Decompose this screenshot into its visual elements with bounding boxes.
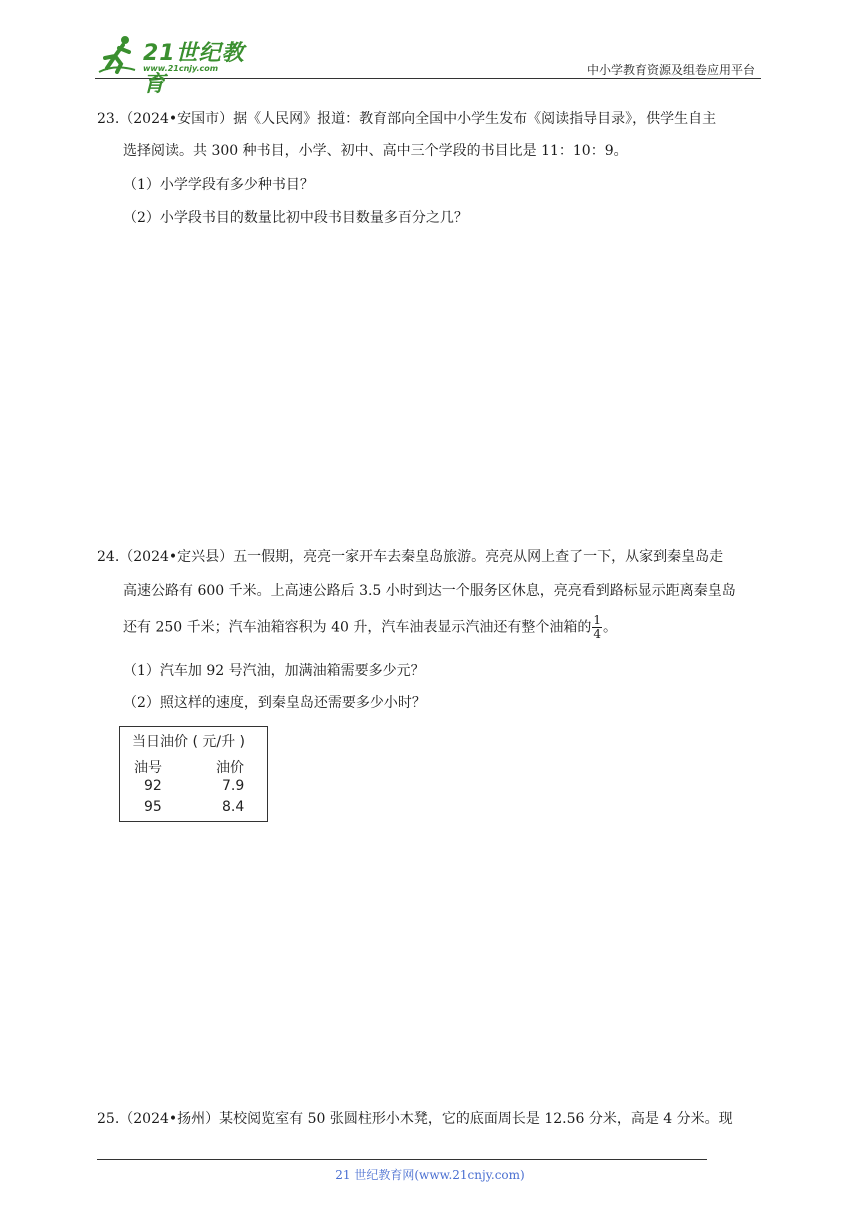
logo	[95, 34, 265, 97]
q23-sub1: （1）小学学段有多少种书目？	[123, 177, 314, 193]
q24-line3-text: 还有 250 千米；汽车油箱容积为 40 升，汽车油表显示汽油还有整个油箱的	[123, 619, 592, 636]
footer-text: 21 世纪教育网(www.21cnjy.com)	[335, 1168, 525, 1182]
table-title: 当日油价 ( 元/升 )	[132, 734, 245, 750]
q23-line1: 23.（2024•安国市）据《人民网》报道：教育部向全国中小学生发布《阅读指导目录》，供学生自主	[97, 111, 717, 127]
q23-sub2: （2）小学段书目的数量比初中段书目数量多百分之几？	[123, 210, 468, 226]
platform-name: 中小学教育资源及组卷应用平台	[586, 63, 755, 77]
q24-line2: 高速公路有 600 千米。上高速公路后 3.5 小时到达一个服务区休息，亮亮看到路标显示距离秦皇岛	[123, 583, 736, 599]
table-cell: 7.9	[222, 778, 245, 794]
fraction-denominator: 4	[593, 627, 601, 641]
fraction-one-quarter	[592, 614, 602, 641]
logo-text: 21世纪教育	[143, 41, 245, 97]
q24-sub2: （2）照这样的速度，到秦皇岛还需要多少小时？	[123, 695, 426, 711]
fraction-numerator: 1	[593, 613, 601, 627]
table-cell: 92	[144, 778, 162, 794]
runner-logo-icon	[95, 34, 141, 74]
footer-divider	[97, 1159, 707, 1160]
q24-sub1: （1）汽车加 92 号汽油，加满油箱需要多少元？	[123, 663, 425, 679]
table-header-oil-number: 油号	[134, 760, 162, 776]
q24-line3-end: 。	[602, 619, 617, 636]
page-header	[95, 30, 761, 97]
table-header-oil-price: 油价	[216, 760, 244, 776]
q25-line1: 25.（2024•扬州）某校阅览室有 50 张圆柱形小木凳，它的底面周长是 12.56 分米，高是 4 分米。现	[97, 1111, 733, 1127]
table-cell: 8.4	[222, 799, 245, 815]
logo-url: www.21cnjy.com	[143, 64, 219, 73]
q23-line2: 选择阅读。共 300 种书目，小学、初中、高中三个学段的书目比是 11：10：9。	[123, 143, 628, 159]
q24-line3	[123, 614, 617, 641]
oil-price-table	[119, 726, 268, 822]
table-cell: 95	[144, 799, 162, 815]
q24-line1: 24.（2024•定兴县）五一假期，亮亮一家开车去秦皇岛旅游。亮亮从网上查了一下，从家到秦皇岛走	[97, 549, 724, 565]
